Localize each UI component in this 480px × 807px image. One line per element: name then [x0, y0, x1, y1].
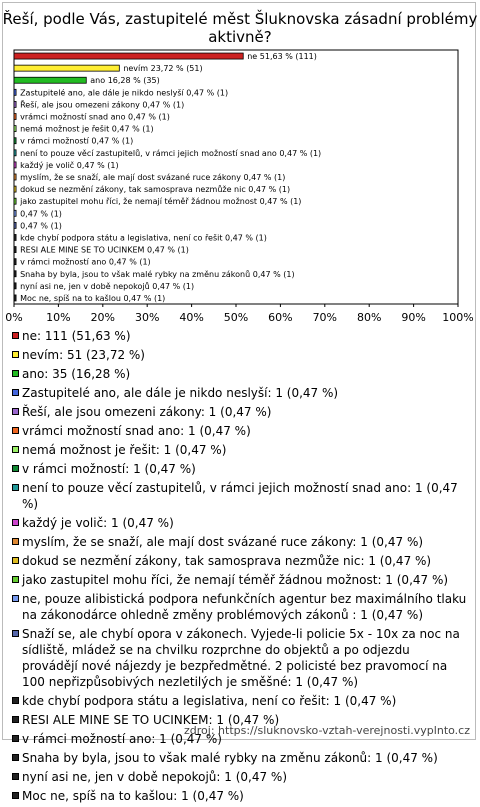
x-tick-label: 10% — [46, 311, 71, 324]
legend-text: Snaha by byla, jsou to však malé rybky na změnu zákonů: 1 (0,47 %) — [22, 751, 438, 765]
bar — [14, 186, 16, 192]
legend-swatch — [12, 576, 19, 583]
legend-item — [12, 591, 468, 623]
legend-item — [12, 788, 468, 804]
bar-label: vrámci možností snad ano 0,47 % (1) — [20, 112, 170, 122]
bar — [14, 126, 16, 132]
bar-label: Moc ne, spíš na to kašlou 0,47 % (1) — [20, 293, 166, 303]
legend-item — [12, 347, 468, 363]
legend-swatch — [12, 465, 19, 472]
legend-swatch — [12, 408, 19, 415]
legend-swatch — [12, 557, 19, 564]
legend-item — [12, 385, 468, 401]
bar — [14, 114, 16, 120]
chart-title: Řeší, podle Vás, zastupitelé měst Šluknovska zásadní problémy aktivně? — [2, 10, 478, 46]
bar-label: v rámci možností 0,47 % (1) — [20, 136, 134, 146]
legend-text: ano: 35 (16,28 %) — [22, 367, 131, 381]
legend-text: dokud se nezmění zákony, tak samosprava nezmůže nic: 1 (0,47 %) — [22, 554, 432, 568]
bar-chart — [0, 0, 480, 330]
x-tick-label: 80% — [356, 311, 382, 324]
bar — [14, 101, 16, 107]
bar — [14, 77, 86, 83]
legend-text: v rámci možností ano: 1 (0,47 %) — [22, 732, 222, 746]
legend-swatch — [12, 630, 19, 637]
bar-label: 0,47 % (1) — [20, 209, 62, 219]
x-tick-label: 20% — [90, 311, 116, 324]
bar-label: ano 16,28 % (35) — [90, 76, 160, 86]
legend-swatch — [12, 332, 19, 339]
legend-swatch — [12, 595, 19, 602]
bar-label: nemá možnost je řešit 0,47 % (1) — [20, 124, 154, 134]
x-tick-label: 90% — [401, 311, 426, 324]
legend-item — [12, 572, 468, 588]
bar-label: dokud se nezmění zákony, tak samosprava nezmůže nic 0,47 % (1) — [20, 185, 291, 195]
legend-item — [12, 461, 468, 477]
legend-text: myslím, že se snaží, ale mají dost svázané ruce zákony: 1 (0,47 %) — [22, 535, 424, 549]
legend-text: nevím: 51 (23,72 %) — [22, 348, 145, 362]
legend-swatch — [12, 427, 19, 434]
legend-item — [12, 553, 468, 569]
bar — [14, 65, 119, 71]
bar — [14, 222, 16, 228]
legend-item — [12, 769, 468, 785]
legend-text: každý je volič: 1 (0,47 %) — [22, 516, 174, 530]
legend-swatch — [12, 370, 19, 377]
bar — [14, 53, 243, 59]
bar — [14, 198, 16, 204]
x-tick-label: 100% — [442, 311, 474, 324]
x-tick-label: 50% — [223, 311, 249, 324]
legend-text: Zastupitelé ano, ale dále je nikdo neslyší: 1 (0,47 %) — [22, 386, 339, 400]
bar-label: v rámci možností ano 0,47 % (1) — [20, 257, 151, 267]
bar — [14, 259, 16, 265]
legend-text: v rámci možností: 1 (0,47 %) — [22, 462, 196, 476]
legend-text: kde chybí podpora státu a legislativa, není co řešit: 1 (0,47 %) — [22, 694, 397, 708]
legend-item — [12, 515, 468, 531]
bar-label: RESI ALE MINE SE TO UCINKEM 0,47 % (1) — [20, 245, 189, 255]
source-footer: zdroj: https://sluknovsko-vztah-verejnosti.vyplnto.cz — [184, 724, 470, 737]
bar — [14, 174, 16, 180]
bar-label: není to pouze věcí zastupitelů, v rámci jejich možností snad ano 0,47 % (1) — [20, 148, 322, 158]
legend-swatch — [12, 519, 19, 526]
bar-label: každý je volič 0,47 % (1) — [20, 160, 119, 170]
x-tick-label: 30% — [134, 311, 160, 324]
legend-item — [12, 480, 468, 512]
legend-swatch — [12, 773, 19, 780]
bar — [14, 89, 16, 95]
bar — [14, 234, 16, 240]
legend-item — [12, 404, 468, 420]
legend-text: ne: 111 (51,63 %) — [22, 329, 131, 343]
legend-swatch — [12, 351, 19, 358]
bar-label: jako zastupitel mohu říci, že nemají téměř žádnou možnost 0,47 % (1) — [20, 197, 302, 207]
legend-swatch — [12, 538, 19, 545]
legend-item — [12, 442, 468, 458]
legend-item — [12, 750, 468, 766]
bar-label: myslím, že se snaží, ale mají dost svázané ruce zákony 0,47 % (1) — [20, 173, 286, 182]
bar — [14, 283, 16, 289]
bar-label: Řeší, ale jsou omezeni zákony 0,47 % (1) — [20, 100, 185, 110]
legend-swatch — [12, 735, 19, 742]
legend-item — [12, 366, 468, 382]
x-tick-label: 40% — [179, 311, 204, 324]
legend-swatch — [12, 446, 19, 453]
legend-text: ne, pouze alibistická podpora nefunkčních agentur bez maximálního tlaku na zákonodárce ohledně změny problémových zákonů : 1 (0,47 %) — [22, 592, 467, 622]
bar — [14, 210, 16, 216]
bar-label: nyní asi ne, jen v době nepokojů 0,47 % (1) — [20, 281, 195, 291]
bar-label: kde chybí podpora státu a legislativa, není co řešit 0,47 % (1) — [20, 233, 267, 243]
legend-item — [12, 328, 468, 344]
legend-text: Snaží se, ale chybí opora v zákonech. Vyjede-li policie 5x - 10x za noc na sídliště, mládež se na chvilku rozprchne do objektů a po odjezdu provádějí nové nájezdy je bezpředmětné. 2 policisté bez pravomocí na 100 nepřizpůsobivých nezletilých je směšné: 1 (0,47 %) — [22, 627, 460, 689]
bar — [14, 150, 16, 156]
legend-text: nemá možnost je řešit: 1 (0,47 %) — [22, 443, 227, 457]
legend-swatch — [12, 754, 19, 761]
bar — [14, 138, 16, 144]
x-tick-label: 0% — [5, 311, 23, 324]
legend-swatch — [12, 697, 19, 704]
legend-swatch — [12, 484, 19, 491]
bar — [14, 295, 16, 301]
legend-swatch — [12, 792, 19, 799]
legend-text: RESI ALE MINE SE TO UCINKEM: 1 (0,47 %) — [22, 713, 280, 727]
legend-text: nyní asi ne, jen v době nepokojů: 1 (0,47 %) — [22, 770, 288, 784]
legend-text: jako zastupitel mohu říci, že nemají téměř žádnou možnost: 1 (0,47 %) — [22, 573, 449, 587]
legend-text: Moc ne, spíš na to kašlou: 1 (0,47 %) — [22, 789, 244, 803]
bar-label: Zastupitelé ano, ale dále je nikdo neslyší 0,47 % (1) — [20, 88, 229, 98]
legend-item — [12, 626, 468, 690]
legend-swatch — [12, 716, 19, 723]
legend-text: není to pouze věcí zastupitelů, v rámci jejich možností snad ano: 1 (0,47 %) — [22, 481, 458, 511]
bar-label: nevím 23,72 % (51) — [123, 64, 203, 74]
legend-text: Řeší, ale jsou omezeni zákony: 1 (0,47 %) — [22, 405, 272, 419]
legend-item — [12, 534, 468, 550]
legend-item — [12, 693, 468, 709]
bar — [14, 162, 16, 168]
legend-text: vrámci možností snad ano: 1 (0,47 %) — [22, 424, 251, 438]
legend-swatch — [12, 389, 19, 396]
legend-item — [12, 423, 468, 439]
bar-label: 0,47 % (1) — [20, 221, 62, 231]
bar — [14, 247, 16, 253]
bar-label: Snaha by byla, jsou to však malé rybky na změnu zákonů 0,47 % (1) — [20, 269, 295, 279]
bar — [14, 271, 16, 277]
bar-label: ne 51,63 % (111) — [247, 52, 317, 62]
x-tick-label: 60% — [268, 311, 293, 324]
x-tick-label: 70% — [312, 311, 338, 324]
